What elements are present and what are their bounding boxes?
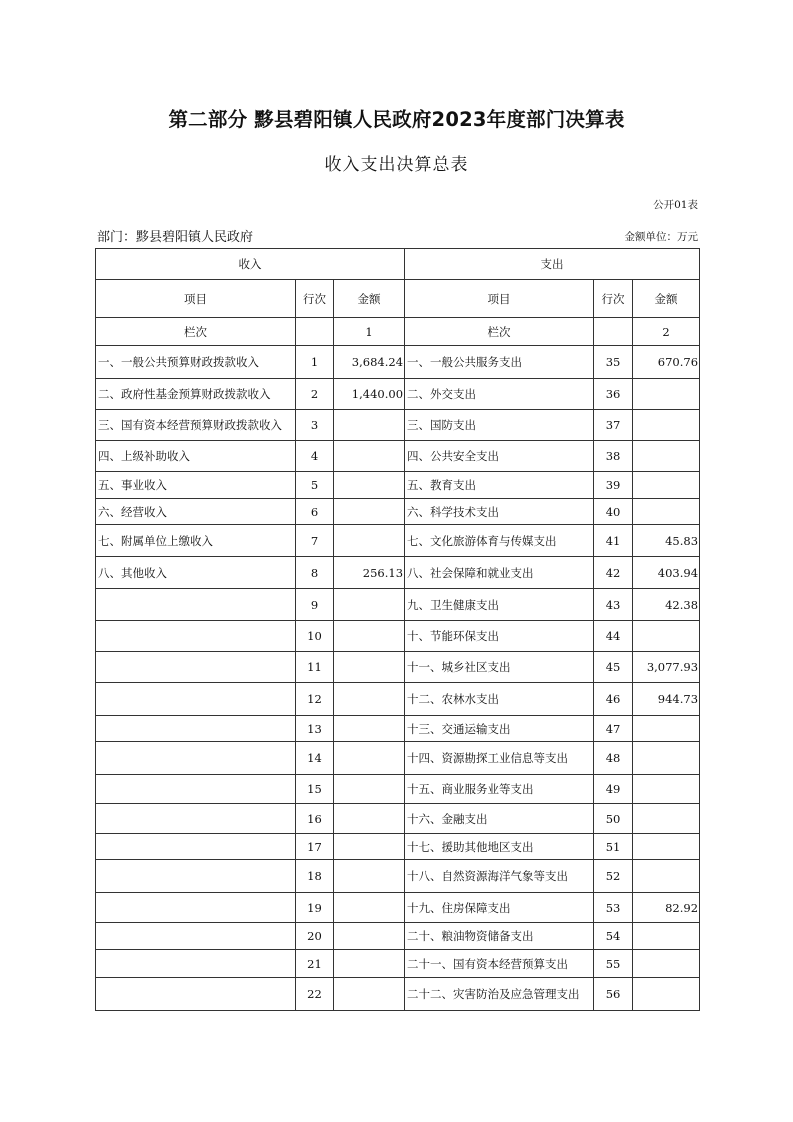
expense-line-cell: 39 (594, 472, 633, 499)
income-item-cell (96, 683, 296, 716)
table-row (96, 978, 700, 1011)
expense-line-cell: 41 (594, 525, 633, 557)
expense-line-cell: 48 (594, 742, 633, 775)
income-amount-cell: 256.13 (334, 557, 405, 589)
expense-line-cell: 49 (594, 775, 633, 804)
expense-item-cell: 十八、自然资源海洋气象等支出 (405, 860, 594, 893)
income-amount-cell: 1,440.00 (334, 379, 405, 410)
income-item-cell: 四、上级补助收入 (96, 441, 296, 472)
income-amount-cell (334, 441, 405, 472)
expense-amount-cell (633, 978, 700, 1011)
expense-amount-header: 金额 (633, 280, 700, 318)
income-section-header: 收入 (96, 249, 405, 280)
expense-item-cell: 二十、粮油物资储备支出 (405, 923, 594, 950)
expense-item-cell: 二、外交支出 (405, 379, 594, 410)
expense-item-cell: 二十一、国有资本经营预算支出 (405, 950, 594, 978)
income-line-cell: 2 (296, 379, 334, 410)
income-item-cell (96, 716, 296, 742)
expense-section-header: 支出 (405, 249, 700, 280)
income-item-cell (96, 742, 296, 775)
table-row (96, 742, 700, 775)
table-body (96, 249, 700, 1011)
column-header-row (96, 280, 700, 318)
expense-column-label: 栏次 (405, 318, 594, 346)
table-row (96, 834, 700, 860)
amount-unit-label: 金额单位：万元 (624, 231, 698, 243)
income-item-cell: 三、国有资本经营预算财政拨款收入 (96, 410, 296, 441)
table-row (96, 950, 700, 978)
income-item-cell (96, 775, 296, 804)
expense-line-cell: 36 (594, 379, 633, 410)
expense-line-cell: 35 (594, 346, 633, 379)
expense-amount-cell (633, 441, 700, 472)
expense-item-cell: 十五、商业服务业等支出 (405, 775, 594, 804)
expense-amount-cell (633, 860, 700, 893)
column-number-row (96, 318, 700, 346)
income-amount-cell (334, 742, 405, 775)
income-line-header: 行次 (296, 280, 334, 318)
income-amount-cell (334, 834, 405, 860)
expense-line-cell: 50 (594, 804, 633, 834)
income-item-cell (96, 804, 296, 834)
income-item-cell: 二、政府性基金预算财政拨款收入 (96, 379, 296, 410)
income-amount-cell: 3,684.24 (334, 346, 405, 379)
income-item-cell (96, 589, 296, 621)
income-amount-cell (334, 525, 405, 557)
table-row (96, 410, 700, 441)
expense-item-cell: 十二、农林水支出 (405, 683, 594, 716)
income-item-cell (96, 860, 296, 893)
expense-item-cell: 六、科学技术支出 (405, 499, 594, 525)
expense-item-cell: 九、卫生健康支出 (405, 589, 594, 621)
expense-line-cell: 47 (594, 716, 633, 742)
expense-amount-cell (633, 716, 700, 742)
expense-item-cell: 三、国防支出 (405, 410, 594, 441)
table-row (96, 716, 700, 742)
expense-item-cell: 十六、金融支出 (405, 804, 594, 834)
expense-line-cell: 44 (594, 621, 633, 652)
income-line-cell: 19 (296, 893, 334, 923)
income-amount-cell (334, 472, 405, 499)
expense-item-cell: 十、节能环保支出 (405, 621, 594, 652)
income-item-cell (96, 621, 296, 652)
table-row (96, 472, 700, 499)
expense-line-cell: 53 (594, 893, 633, 923)
income-line-cell: 11 (296, 652, 334, 683)
income-amount-header: 金额 (334, 280, 405, 318)
table-row (96, 557, 700, 589)
expense-item-cell: 十一、城乡社区支出 (405, 652, 594, 683)
income-line-cell: 17 (296, 834, 334, 860)
expense-line-cell: 43 (594, 589, 633, 621)
expense-amount-cell (633, 410, 700, 441)
expense-line-cell: 46 (594, 683, 633, 716)
income-line-cell: 21 (296, 950, 334, 978)
table-row (96, 652, 700, 683)
income-item-cell: 七、附属单位上缴收入 (96, 525, 296, 557)
table-row (96, 893, 700, 923)
expense-item-cell: 四、公共安全支出 (405, 441, 594, 472)
expense-amount-cell (633, 834, 700, 860)
income-line-cell: 6 (296, 499, 334, 525)
income-amount-cell (334, 923, 405, 950)
table-row (96, 775, 700, 804)
income-amount-cell (334, 652, 405, 683)
income-item-cell (96, 950, 296, 978)
income-amount-cell (334, 716, 405, 742)
income-item-cell (96, 834, 296, 860)
income-line-cell: 8 (296, 557, 334, 589)
expense-line-cell: 40 (594, 499, 633, 525)
form-number: 公开01表 (653, 199, 698, 211)
income-item-cell (96, 652, 296, 683)
section-header-row (96, 249, 700, 280)
income-line-cell: 7 (296, 525, 334, 557)
income-line-cell: 22 (296, 978, 334, 1011)
income-line-cell: 4 (296, 441, 334, 472)
table-row (96, 923, 700, 950)
expense-item-cell: 一、一般公共服务支出 (405, 346, 594, 379)
expense-amount-cell: 82.92 (633, 893, 700, 923)
department-label: 部门：黟县碧阳镇人民政府 (97, 230, 254, 245)
table-row (96, 441, 700, 472)
table-row (96, 525, 700, 557)
expense-item-cell: 二十二、灾害防治及应急管理支出 (405, 978, 594, 1011)
income-expense-table (95, 248, 700, 1011)
table-row (96, 683, 700, 716)
expense-item-cell: 十三、交通运输支出 (405, 716, 594, 742)
expense-line-cell: 38 (594, 441, 633, 472)
income-item-header: 项目 (96, 280, 296, 318)
income-line-cell: 20 (296, 923, 334, 950)
expense-line-cell: 54 (594, 923, 633, 950)
expense-line-cell: 45 (594, 652, 633, 683)
expense-line-cell: 51 (594, 834, 633, 860)
expense-amount-cell (633, 472, 700, 499)
expense-amount-cell (633, 950, 700, 978)
expense-amount-cell: 3,077.93 (633, 652, 700, 683)
expense-column-number: 2 (633, 318, 700, 346)
income-amount-cell (334, 621, 405, 652)
table-row (96, 346, 700, 379)
income-item-cell (96, 923, 296, 950)
expense-line-cell: 56 (594, 978, 633, 1011)
income-line-cell: 3 (296, 410, 334, 441)
income-line-cell: 10 (296, 621, 334, 652)
expense-amount-cell (633, 742, 700, 775)
income-item-cell: 一、一般公共预算财政拨款收入 (96, 346, 296, 379)
expense-item-cell: 七、文化旅游体育与传媒支出 (405, 525, 594, 557)
income-line-cell: 18 (296, 860, 334, 893)
expense-item-cell: 五、教育支出 (405, 472, 594, 499)
expense-amount-cell: 403.94 (633, 557, 700, 589)
expense-amount-cell: 42.38 (633, 589, 700, 621)
table-row (96, 589, 700, 621)
income-amount-cell (334, 775, 405, 804)
expense-line-blank (594, 318, 633, 346)
expense-amount-cell (633, 804, 700, 834)
income-line-cell: 13 (296, 716, 334, 742)
expense-line-header: 行次 (594, 280, 633, 318)
table-row (96, 621, 700, 652)
income-line-cell: 5 (296, 472, 334, 499)
income-item-cell (96, 978, 296, 1011)
expense-amount-cell (633, 379, 700, 410)
income-item-cell (96, 893, 296, 923)
income-column-label: 栏次 (96, 318, 296, 346)
income-line-cell: 9 (296, 589, 334, 621)
table-row (96, 860, 700, 893)
income-line-cell: 12 (296, 683, 334, 716)
expense-amount-cell: 944.73 (633, 683, 700, 716)
income-line-blank (296, 318, 334, 346)
table-row (96, 499, 700, 525)
expense-amount-cell (633, 923, 700, 950)
income-amount-cell (334, 860, 405, 893)
income-amount-cell (334, 804, 405, 834)
income-item-cell: 八、其他收入 (96, 557, 296, 589)
income-column-number: 1 (334, 318, 405, 346)
expense-item-cell: 十七、援助其他地区支出 (405, 834, 594, 860)
expense-amount-cell: 45.83 (633, 525, 700, 557)
income-amount-cell (334, 950, 405, 978)
income-item-cell: 六、经营收入 (96, 499, 296, 525)
income-amount-cell (334, 410, 405, 441)
expense-item-cell: 八、社会保障和就业支出 (405, 557, 594, 589)
income-line-cell: 1 (296, 346, 334, 379)
income-line-cell: 16 (296, 804, 334, 834)
income-line-cell: 14 (296, 742, 334, 775)
table-row (96, 379, 700, 410)
table-subtitle: 收入支出决算总表 (324, 155, 469, 175)
expense-amount-cell (633, 775, 700, 804)
expense-amount-cell (633, 621, 700, 652)
expense-item-cell: 十四、资源勘探工业信息等支出 (405, 742, 594, 775)
expense-line-cell: 37 (594, 410, 633, 441)
expense-line-cell: 55 (594, 950, 633, 978)
income-amount-cell (334, 893, 405, 923)
table-row (96, 804, 700, 834)
page-title: 第二部分 黟县碧阳镇人民政府2023年度部门决算表 (168, 108, 625, 131)
expense-item-cell: 十九、住房保障支出 (405, 893, 594, 923)
income-line-cell: 15 (296, 775, 334, 804)
expense-line-cell: 42 (594, 557, 633, 589)
expense-item-header: 项目 (405, 280, 594, 318)
expense-amount-cell: 670.76 (633, 346, 700, 379)
income-amount-cell (334, 978, 405, 1011)
expense-amount-cell (633, 499, 700, 525)
income-item-cell: 五、事业收入 (96, 472, 296, 499)
expense-line-cell: 52 (594, 860, 633, 893)
income-amount-cell (334, 499, 405, 525)
income-amount-cell (334, 589, 405, 621)
income-amount-cell (334, 683, 405, 716)
